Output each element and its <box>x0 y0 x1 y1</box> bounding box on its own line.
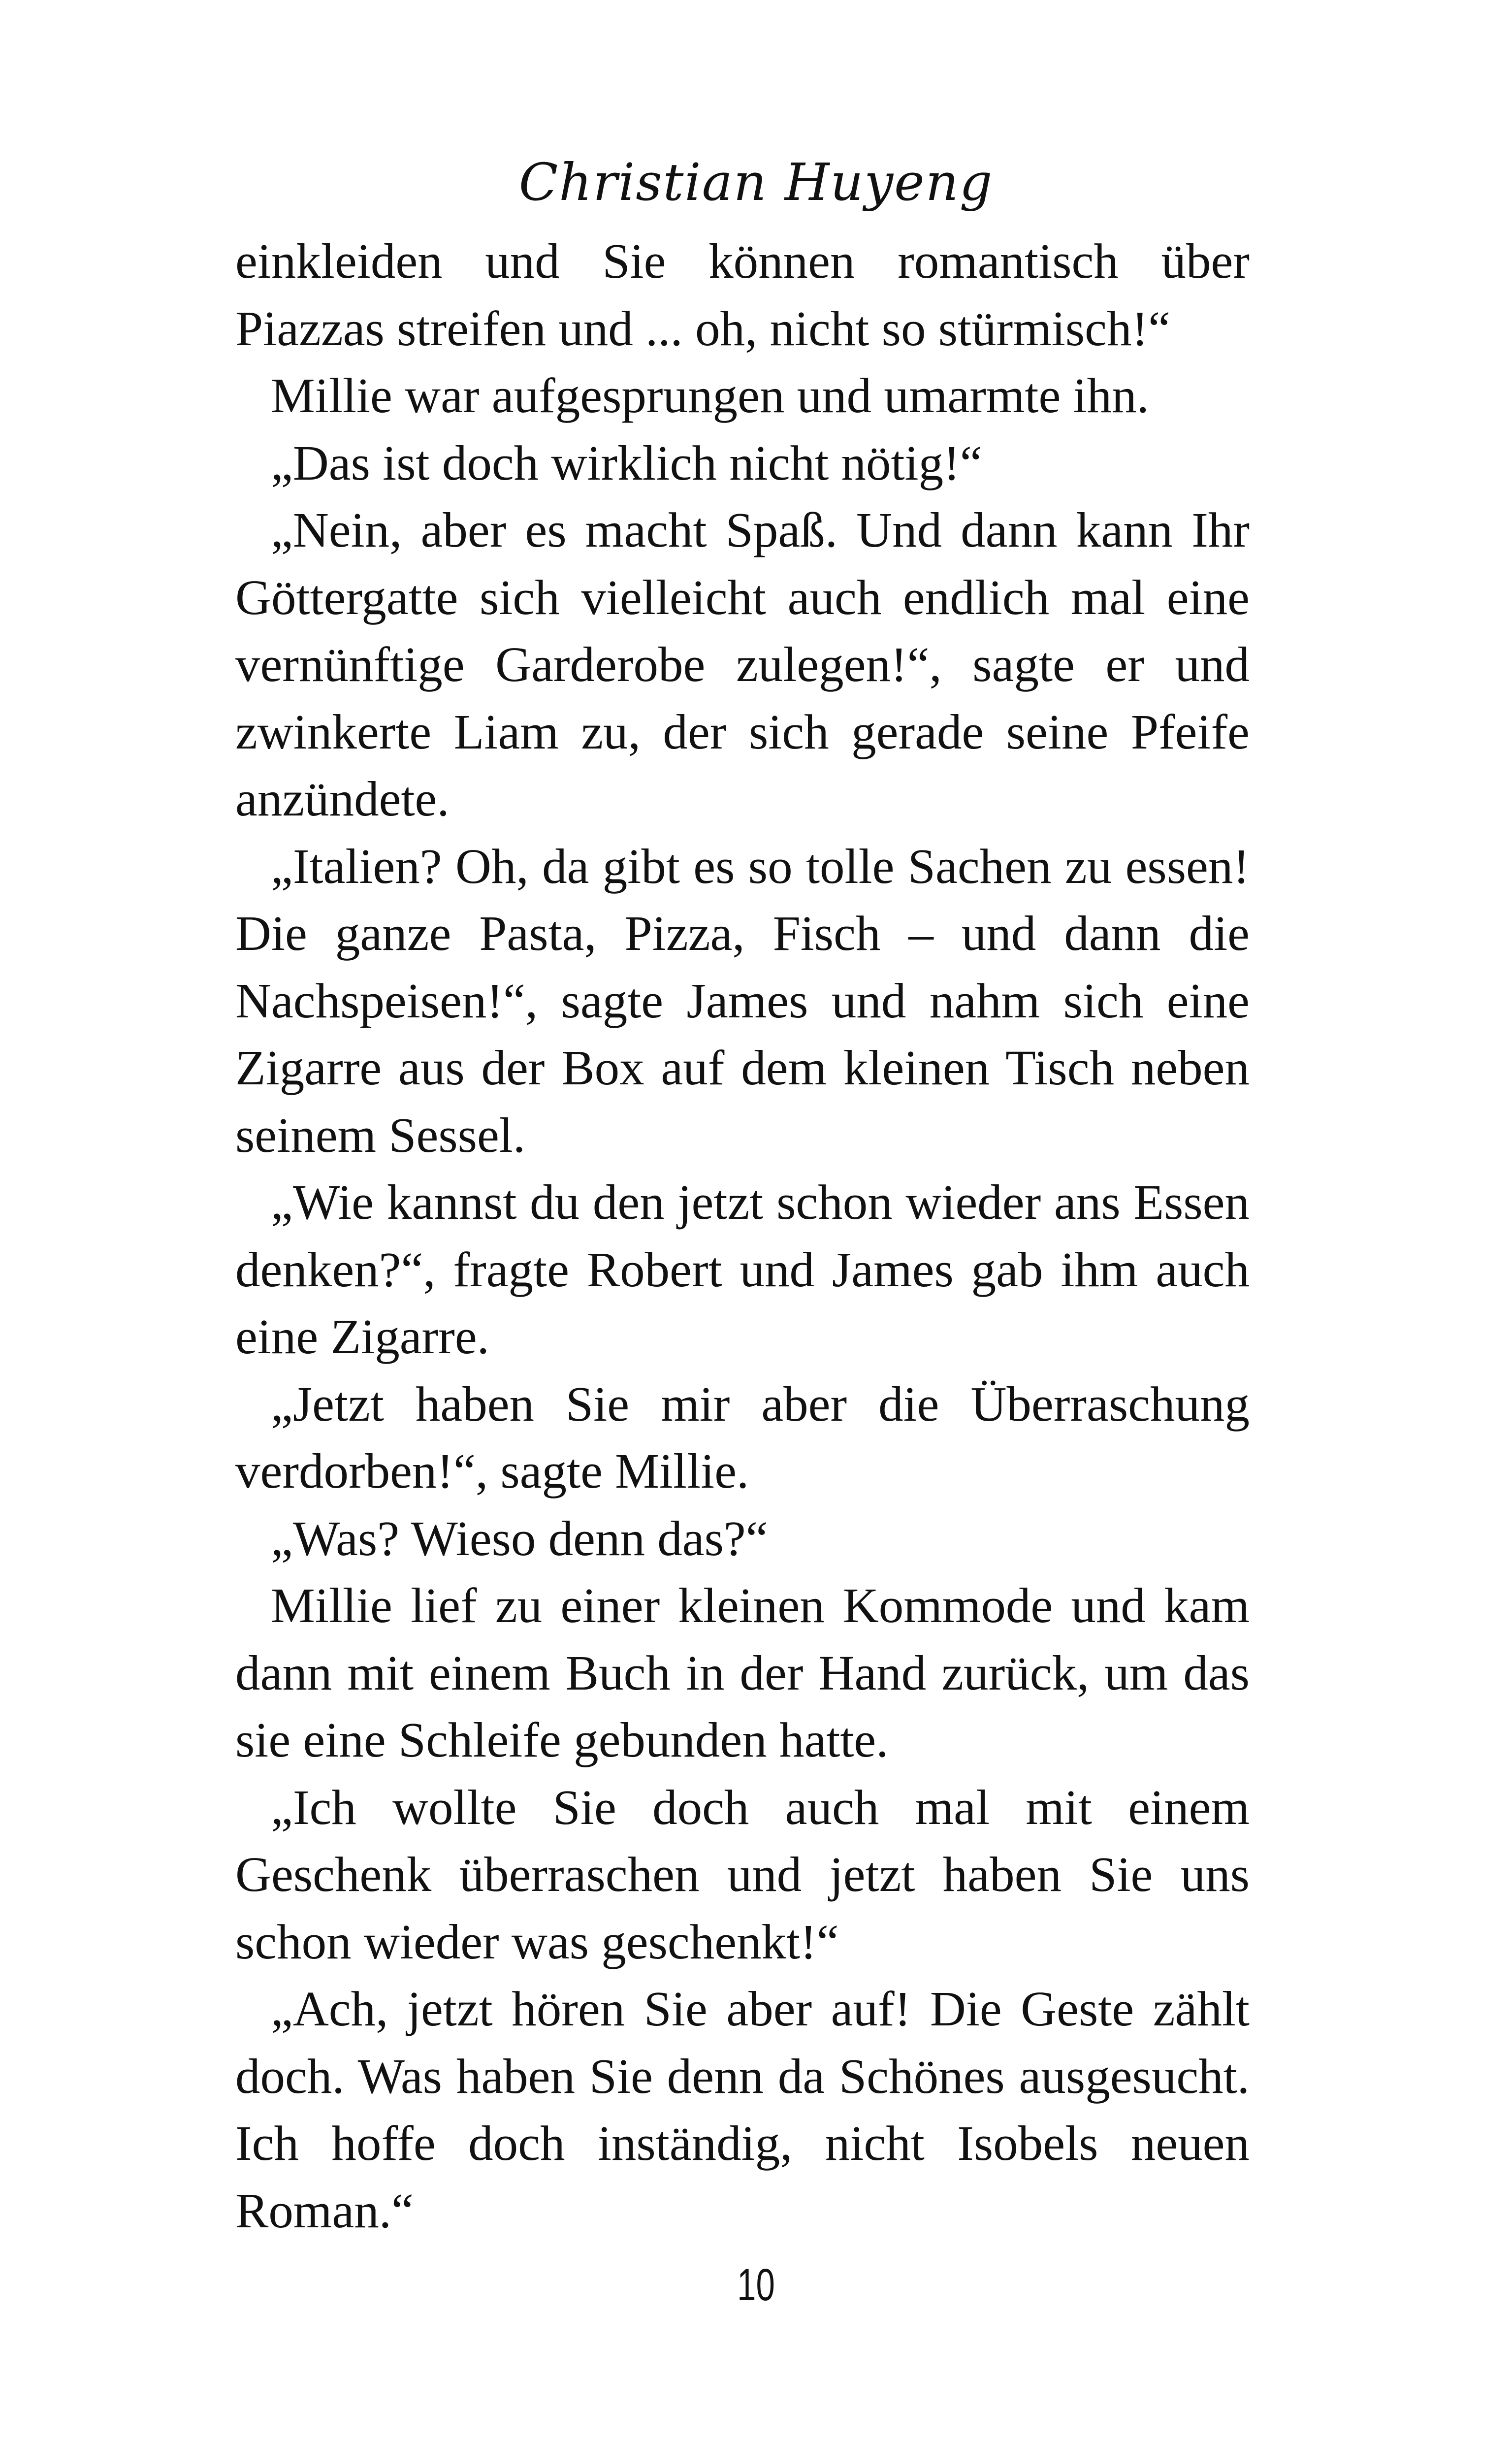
paragraph: Millie lief zu einer kleinen Kommode und kam dann mit einem Buch in der Hand zurück, um das sie eine Schleife gebunden hatte. <box>235 1578 1250 1767</box>
paragraph: einkleiden und Sie können romantisch über Piazzas streifen und ... oh, nicht so stürmisch!“ <box>235 233 1250 356</box>
running-header-author: Christian Huyeng <box>518 152 994 212</box>
paragraph: „Italien? Oh, da gibt es so tolle Sachen zu essen! Die ganze Pasta, Pizza, Fisch – und dann die Nachspeisen!“, sagte James und nahm sich eine Zigarre aus der Box auf dem kleinen Tisch neben seinem Sessel. <box>235 838 1250 1163</box>
paragraph: „Ich wollte Sie doch auch mal mit einem Geschenk überraschen und jetzt haben Sie uns schon wieder was geschenkt!“ <box>235 1779 1250 1969</box>
paragraph: Millie war aufgesprungen und umarmte ihn. <box>271 368 1149 423</box>
paragraph: „Ach, jetzt hören Sie aber auf! Die Geste zählt doch. Was haben Sie denn da Schönes ausgesucht. Ich hoffe doch inständig, nicht Isobels neuen Roman.“ <box>235 1981 1250 2238</box>
page-number: 10 <box>737 2260 775 2310</box>
paragraph: „Das ist doch wirklich nicht nötig!“ <box>271 435 982 490</box>
paragraph: „Was? Wieso denn das?“ <box>271 1510 768 1566</box>
paragraph: „Jetzt haben Sie mir aber die Überraschung verdorben!“, sagte Millie. <box>235 1376 1250 1498</box>
body-text <box>235 228 1250 2244</box>
paragraph: „Wie kannst du den jetzt schon wieder ans Essen denken?“, fragte Robert und James gab ihm auch eine Zigarre. <box>235 1174 1250 1364</box>
paragraph: „Nein, aber es macht Spaß. Und dann kann Ihr Göttergatte sich vielleicht auch endlich mal eine vernünftige Garderobe zulegen!“, sagte er und zwinkerte Liam zu, der sich gerade seine Pfeife anzündete. <box>235 502 1250 826</box>
